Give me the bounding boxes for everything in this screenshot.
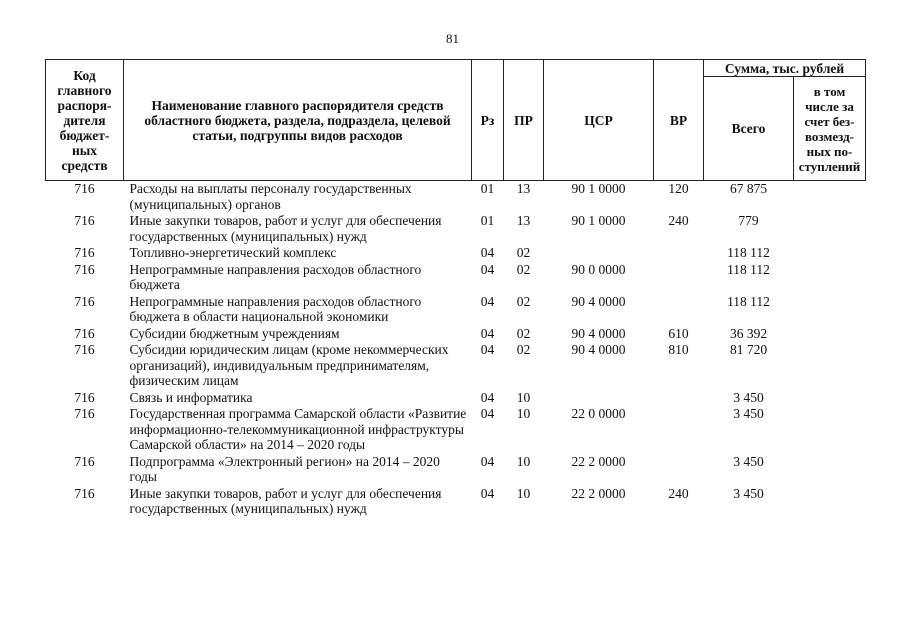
cell-pr: 13 [516,213,531,228]
cell-rz: 04 [480,389,495,405]
cell-name: Непрограммные направления расходов областного бюджета в области национальной экономики [129,293,422,324]
cell-name: Государственная программа Самарской области «Развитие информационно-телекоммуникационной инфраструктуры Самарской области» на 2014 – 2020 годы [129,406,467,452]
cell-total: 779 [738,213,759,228]
cell-total: 36 392 [729,325,768,341]
header-including: в том числе за счет без-возмезд-ных по-ступлений [794,77,866,181]
cell-rz: 04 [480,293,495,309]
cell-vr: 610 [668,325,689,341]
cell-name: Расходы на выплаты персоналу государственных (муниципальных) органов [129,181,412,212]
cell-vr [654,245,704,262]
cell-vr: 240 [668,213,689,228]
cell-name: Связь и информатика [129,389,253,405]
cell-name: Иные закупки товаров, работ и услуг для обеспечения государственных (муниципальных) нужд [129,485,442,516]
cell-name: Непрограммные направления расходов областного бюджета [129,261,422,292]
cell-total: 118 112 [727,261,770,277]
cell-rz: 04 [480,453,495,469]
cell-pr: 02 [516,245,531,260]
cell-rz: 04 [480,261,495,277]
cell-including [794,486,866,518]
cell-code: 716 [74,261,95,277]
cell-including [794,181,866,214]
table-row [46,213,866,245]
cell-total: 3 450 [733,389,764,405]
cell-code: 716 [74,453,95,469]
header-code: Код главного распоря-дителя бюджет-ных средств [46,60,124,181]
cell-including [794,390,866,407]
cell-rz: 04 [480,406,495,421]
cell-name: Субсидии бюджетным учреждениям [129,325,340,341]
cell-rz: 04 [480,342,495,357]
header-vr: ВР [654,60,704,181]
cell-code: 716 [74,485,95,501]
cell-pr: 13 [516,181,531,196]
cell-including [794,406,866,454]
cell-csr: 90 1 0000 [571,181,626,196]
cell-including [794,245,866,262]
cell-including [794,326,866,343]
cell-including [794,213,866,245]
cell-vr [654,294,704,326]
cell-csr: 90 0 0000 [571,261,626,277]
header-rz: Рз [472,60,504,181]
cell-vr [654,390,704,407]
cell-including [794,294,866,326]
cell-vr: 810 [668,342,689,357]
cell-total: 3 450 [733,485,764,501]
cell-rz: 01 [480,213,495,228]
budget-table [45,59,866,518]
table-row [46,245,866,262]
cell-rz: 01 [480,181,495,196]
cell-code: 716 [74,181,95,196]
cell-code: 716 [74,389,95,405]
cell-pr: 10 [516,453,531,469]
table-header [46,60,866,181]
cell-name: Подпрограмма «Электронный регион» на 2014 – 2020 годы [129,453,440,484]
cell-total: 81 720 [729,342,768,357]
cell-csr [544,245,654,262]
cell-pr: 10 [516,406,531,421]
cell-pr: 02 [516,293,531,309]
header-pr: ПР [504,60,544,181]
header-sum-group: Сумма, тыс. рублей [704,60,866,77]
cell-csr: 22 2 0000 [571,453,626,469]
table-row [46,486,866,518]
cell-name: Субсидии юридическим лицам (кроме некоммерческих организаций), индивидуальным предпринимателям, физическим лицам [129,342,449,388]
cell-csr: 22 2 0000 [571,485,626,501]
table-row [46,406,866,454]
table-row [46,181,866,214]
cell-rz: 04 [480,245,495,260]
page-number: 81 [446,31,459,46]
cell-pr: 10 [516,485,531,501]
cell-code: 716 [74,342,95,357]
header-name: Наименование главного распорядителя средств областного бюджета, раздела, подраздела, целевой статьи, подгруппы видов расходов [124,60,472,181]
table-row [46,454,866,486]
cell-vr [654,454,704,486]
header-total: Всего [704,77,794,181]
cell-pr: 02 [516,325,531,341]
cell-total: 118 112 [727,293,770,309]
table-row [46,342,866,390]
cell-including [794,262,866,294]
cell-pr: 10 [516,389,531,405]
cell-code: 716 [74,325,95,341]
cell-including [794,342,866,390]
table-row [46,326,866,343]
cell-code: 716 [74,293,95,309]
cell-vr: 120 [668,181,689,196]
cell-csr [544,390,654,407]
table-row [46,390,866,407]
cell-total: 67 875 [729,181,768,196]
cell-total: 3 450 [733,453,764,469]
cell-total: 3 450 [733,406,764,421]
cell-pr: 02 [516,342,531,357]
table-row [46,294,866,326]
header-csr: ЦСР [544,60,654,181]
table-body [46,181,866,518]
cell-code: 716 [74,406,95,421]
cell-rz: 04 [480,325,495,341]
table-row [46,262,866,294]
cell-csr: 90 4 0000 [571,325,626,341]
cell-csr: 90 4 0000 [571,342,626,357]
cell-csr: 90 1 0000 [571,213,626,228]
cell-name: Иные закупки товаров, работ и услуг для обеспечения государственных (муниципальных) нужд [129,213,442,244]
cell-pr: 02 [516,261,531,277]
cell-rz: 04 [480,485,495,501]
cell-name: Топливно-энергетический комплекс [129,245,337,260]
cell-including [794,454,866,486]
cell-code: 716 [74,213,95,228]
cell-vr: 240 [668,485,689,501]
cell-csr: 22 0 0000 [571,406,626,421]
cell-total: 118 112 [727,245,770,260]
cell-csr: 90 4 0000 [571,293,626,309]
cell-vr [654,262,704,294]
cell-code: 716 [74,245,95,260]
cell-vr [654,406,704,454]
